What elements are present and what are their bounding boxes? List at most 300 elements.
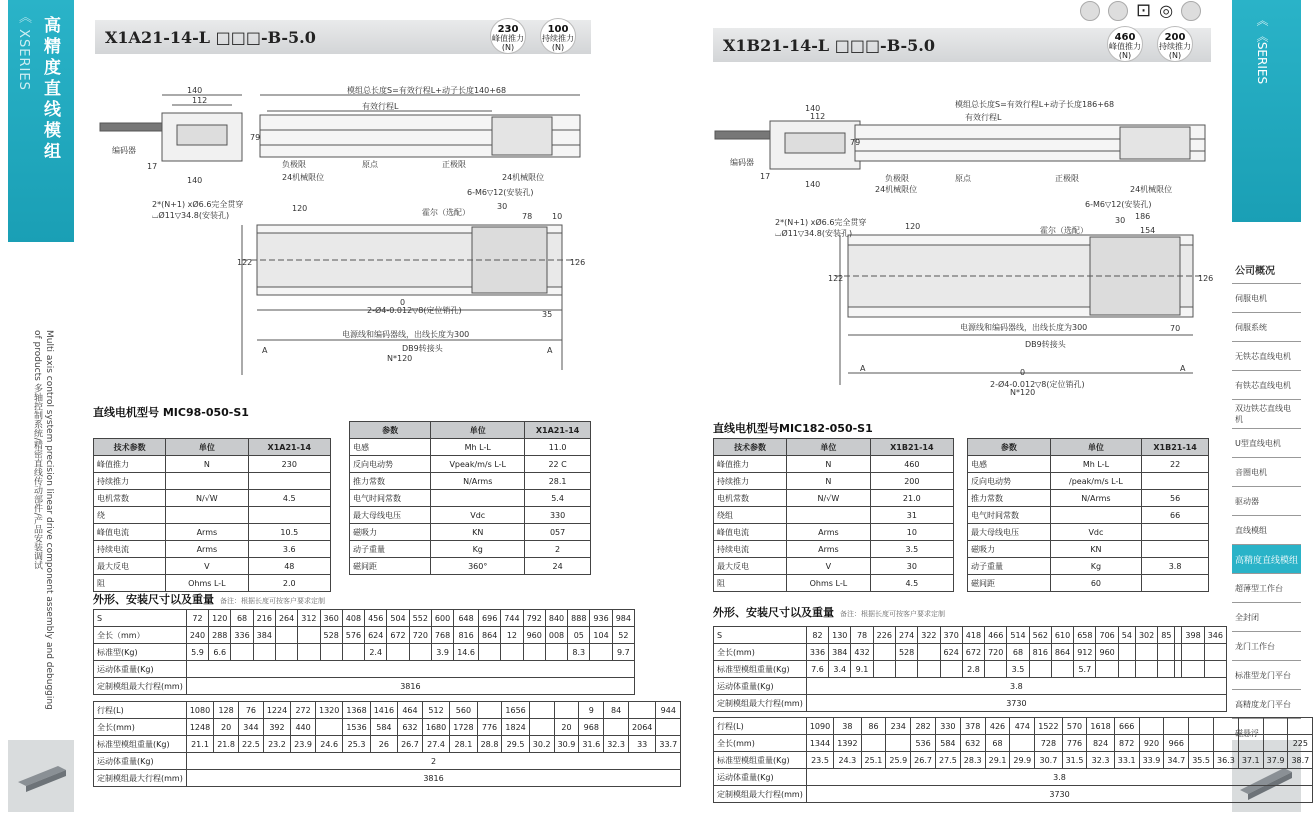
table-cell [298, 644, 320, 661]
table-cell: N/Arms [1050, 490, 1141, 507]
dim-35: 35 [542, 310, 553, 319]
badge-label: 持续推力(N) [1159, 42, 1191, 60]
nav-item[interactable]: 有铁芯直线电机 [1232, 371, 1301, 400]
table-cell: 816 [1029, 644, 1051, 661]
gear-icon [1181, 1, 1201, 21]
mount-hole-label: 6-M6▽12(安装孔) [1085, 200, 1152, 209]
table-cell: 9.7 [612, 644, 634, 661]
table-cell: 392 [263, 719, 290, 736]
table-cell: 2064 [629, 719, 656, 736]
table-cell [275, 644, 297, 661]
table-cell: 52 [612, 627, 634, 644]
table-cell: 960 [1096, 644, 1118, 661]
table-cell: 536 [911, 735, 936, 752]
right-spec-table-a [713, 438, 954, 592]
dim-79: 79 [850, 138, 861, 147]
nav-item[interactable]: 磁悬浮 [1232, 719, 1301, 748]
table-cell [1263, 735, 1288, 752]
table-cell [1139, 718, 1164, 735]
table-cell: 057 [525, 524, 591, 541]
mech-limit-label-2: 24机械限位 [502, 173, 545, 182]
table-cell [656, 719, 681, 736]
table-row-label: 全长(mm) [714, 735, 807, 752]
table-cell [1050, 507, 1141, 524]
table-cell: 33.7 [656, 736, 681, 753]
sidebar-vertical-text: Multi axis control system precision linear drive component assembly and debugging of products 多轴控制系统/精密直线传动部件/产品安装调试 [32, 330, 54, 710]
table-cell: 984 [612, 610, 634, 627]
table-cell: 3.8 [806, 769, 1312, 786]
table-cell: 768 [431, 627, 453, 644]
neg-limit-label: 负极限 [885, 174, 909, 183]
series-label-right: 《 《SERIES [1255, 14, 1269, 85]
table-cell: 1416 [370, 702, 397, 719]
table-cell [166, 507, 248, 524]
table-cell [545, 644, 567, 661]
left-dim-table-2 [93, 701, 681, 787]
nav-item[interactable]: 公司概况 [1232, 255, 1301, 284]
table-row-label: 全长（mm） [94, 627, 187, 644]
table-cell: 3.9 [431, 644, 453, 661]
table-cell: 31.5 [1062, 752, 1087, 769]
table-cell: 11.0 [525, 439, 591, 456]
table-cell: 30.9 [554, 736, 579, 753]
table-cell [1204, 661, 1226, 678]
table-row [94, 558, 331, 575]
nav-item[interactable]: 高精度龙门平台 [1232, 690, 1301, 719]
table-cell [873, 661, 895, 678]
table-cell: 776 [1062, 735, 1087, 752]
nav-item[interactable]: 无铁芯直线电机 [1232, 342, 1301, 371]
table-cell: 456 [365, 610, 387, 627]
table-cell: 1522 [1035, 718, 1062, 735]
badge-value: 100 [547, 24, 569, 35]
table-cell: 27.5 [935, 752, 960, 769]
table-cell: 推力常数 [350, 473, 431, 490]
left-peak-force-badge [490, 18, 526, 54]
table-cell: 234 [886, 718, 911, 735]
table-cell: 22.5 [239, 736, 264, 753]
table-cell [253, 644, 275, 661]
table-cell [1175, 644, 1182, 661]
table-cell: 514 [1007, 627, 1029, 644]
table-cell: 31 [870, 507, 953, 524]
table-cell: 322 [918, 627, 940, 644]
dim-154: 154 [1140, 226, 1156, 235]
logo-icon [1080, 1, 1100, 21]
table-cell: 76 [239, 702, 264, 719]
table-cell: 5.9 [186, 644, 208, 661]
table-cell [940, 661, 962, 678]
table-cell: 600 [431, 610, 453, 627]
stroke-label: 有效行程L [965, 113, 1002, 122]
left-spec-table-a [93, 438, 331, 592]
table-row-label: 全长(mm) [94, 719, 187, 736]
table-cell [166, 473, 248, 490]
nav-item[interactable]: 伺服系统 [1232, 313, 1301, 342]
table-cell: 576 [342, 627, 364, 644]
table-cell: Arms [787, 541, 871, 558]
table-cell: 38 [834, 718, 861, 735]
table-cell [1029, 661, 1051, 678]
table-cell: Vdc [431, 507, 525, 524]
table-row [714, 678, 1227, 695]
dim-78: 78 [522, 212, 533, 221]
left-model-title: X1A21-14-L □□□-B-5.0 [105, 27, 316, 47]
table-cell: 68 [231, 610, 253, 627]
right-peak-force-badge [1107, 26, 1143, 62]
table-header: 单位 [1050, 439, 1141, 456]
table-cell: Kg [431, 541, 525, 558]
table-cell: 反向电动势 [350, 456, 431, 473]
dim-title-text: 外形、安装尺寸以及重量 [93, 593, 214, 606]
table-cell: 968 [579, 719, 604, 736]
table-cell: 30.2 [529, 736, 554, 753]
table-row [94, 490, 331, 507]
nav-item[interactable]: 龙门工作台 [1232, 632, 1301, 661]
table-cell: 226 [873, 627, 895, 644]
counterbore-label: ⌴Ø11▽34.8(安装孔) [152, 211, 230, 220]
table-cell: 35.5 [1189, 752, 1214, 769]
header-icons [1080, 0, 1201, 21]
badge-label: 峰值推力(N) [1109, 42, 1141, 60]
table-cell: 200 [870, 473, 953, 490]
hall-label: 霍尔（选配） [1040, 226, 1088, 235]
table-cell: 85 [1158, 627, 1175, 644]
table-row-label: 运动体重量(Kg) [714, 678, 807, 695]
table-cell: 1728 [450, 719, 477, 736]
table-cell: 38.7 [1288, 752, 1313, 769]
counterbore-label: ⌴Ø11▽34.8(安装孔) [775, 229, 853, 238]
table-cell: 632 [960, 735, 985, 752]
table-cell: 432 [851, 644, 873, 661]
table-cell: 3730 [806, 695, 1226, 712]
table-cell: 12 [501, 627, 523, 644]
table-row [968, 541, 1209, 558]
pin-hole-label: 2-Ø4-0.012▽8(定位销孔) [367, 306, 462, 315]
table-cell: 336 [231, 627, 253, 644]
table-cell: 864 [1051, 644, 1073, 661]
table-cell: 816 [454, 627, 479, 644]
encoder-label: 编码器 [730, 158, 754, 167]
table-row [714, 661, 1227, 678]
table-cell: 30.7 [1035, 752, 1062, 769]
table-cell: 1344 [806, 735, 833, 752]
nav-item[interactable]: 全封闭 [1232, 603, 1301, 632]
table-cell: 872 [1114, 735, 1139, 752]
table-cell: 370 [940, 627, 962, 644]
table-cell: 1824 [502, 719, 529, 736]
table-cell: 824 [1087, 735, 1114, 752]
table-cell: 696 [479, 610, 501, 627]
table-cell: KN [431, 524, 525, 541]
table-cell: 阻 [94, 575, 166, 592]
nav-item[interactable]: 超薄型工作台 [1232, 574, 1301, 603]
table-cell: 512 [422, 702, 449, 719]
table-row [968, 473, 1209, 490]
table-cell: 888 [568, 610, 590, 627]
table-row [968, 524, 1209, 541]
nav-item[interactable]: 驱动器 [1232, 487, 1301, 516]
table-row [714, 769, 1313, 786]
table-cell: 推力常数 [968, 490, 1051, 507]
dim-120: 120 [905, 222, 921, 231]
table-cell: 440 [291, 719, 316, 736]
table-cell: 37.1 [1238, 752, 1263, 769]
table-row [968, 490, 1209, 507]
table-row [350, 490, 591, 507]
table-cell: 2 [525, 541, 591, 558]
dim-note: 备注：根据长度可按客户要求定制 [220, 597, 325, 605]
table-cell: 3.4 [829, 661, 851, 678]
table-cell [315, 719, 342, 736]
table-cell: Arms [166, 524, 248, 541]
table-header: 单位 [431, 422, 525, 439]
hall-label: 霍尔（选配） [422, 208, 470, 217]
table-cell [1182, 644, 1204, 661]
table-cell: 磁吸力 [968, 541, 1051, 558]
table-cell: 34.7 [1164, 752, 1189, 769]
dim-0: 0 [1020, 368, 1026, 377]
left-cont-force-badge [540, 18, 576, 54]
pitch-label: N*120 [387, 354, 413, 363]
table-cell: 27.4 [422, 736, 449, 753]
table-cell: 610 [1051, 627, 1073, 644]
table-row-label: 行程(L) [714, 718, 807, 735]
table-row [94, 456, 331, 473]
table-cell: 344 [239, 719, 264, 736]
dim-79: 79 [250, 133, 261, 142]
table-row [94, 678, 635, 695]
table-cell: 动子重量 [968, 558, 1051, 575]
table-cell: 最大反电 [714, 558, 787, 575]
left-sidebar-banner [8, 0, 74, 242]
right-dim-title [713, 604, 945, 620]
table-cell: Mh L-L [1050, 456, 1141, 473]
table-cell: N/Arms [431, 473, 525, 490]
table-row [714, 456, 954, 473]
table-cell: 28.1 [450, 736, 477, 753]
table-cell: 20 [214, 719, 239, 736]
table-cell: 552 [409, 610, 431, 627]
table-cell: 840 [545, 610, 567, 627]
table-cell: 1320 [315, 702, 342, 719]
table-header: 单位 [787, 439, 871, 456]
nav-item[interactable]: 高精度直线模组 [1232, 545, 1301, 574]
table-cell: 电气时间常数 [350, 490, 431, 507]
table-cell: 30 [870, 558, 953, 575]
table-header: 技术参数 [714, 439, 787, 456]
table-cell: 绕组 [714, 507, 787, 524]
table-cell: 最大反电 [94, 558, 166, 575]
table-cell: 418 [962, 627, 984, 644]
table-cell: 560 [450, 702, 477, 719]
table-row [350, 524, 591, 541]
table-cell [523, 644, 545, 661]
table-cell: 504 [387, 610, 409, 627]
table-row [350, 439, 591, 456]
table-cell: 反向电动势 [968, 473, 1051, 490]
table-row [968, 558, 1209, 575]
table-cell: 912 [1074, 644, 1096, 661]
table-cell: 54 [1118, 627, 1135, 644]
table-cell: 86 [861, 718, 886, 735]
table-cell: 008 [545, 627, 567, 644]
table-cell [1118, 644, 1135, 661]
table-cell: 408 [342, 610, 364, 627]
table-cell: 3.8 [806, 678, 1226, 695]
table-cell [1142, 473, 1209, 490]
table-cell: 720 [409, 627, 431, 644]
table-cell: 22 C [525, 456, 591, 473]
table-cell [590, 644, 612, 661]
table-cell: Ohms L-L [166, 575, 248, 592]
table-cell: 360° [431, 558, 525, 575]
table-cell: 274 [895, 627, 917, 644]
table-cell: 584 [370, 719, 397, 736]
table-header: 技术参数 [94, 439, 166, 456]
table-cell: 936 [590, 610, 612, 627]
table-cell: 32.3 [604, 736, 629, 753]
badge-label: 持续推力(N) [542, 34, 574, 52]
dim-140b: 140 [187, 176, 203, 185]
table-cell: 624 [365, 627, 387, 644]
table-cell: Vpeak/m/s L-L [431, 456, 525, 473]
dim-17: 17 [147, 162, 158, 171]
table-row [714, 627, 1227, 644]
nav-item[interactable]: 双边铁芯直线电机 [1232, 400, 1301, 429]
table-row [94, 627, 635, 644]
right-cont-force-badge [1157, 26, 1193, 62]
table-cell [1142, 575, 1209, 592]
left-spec-table-b [349, 421, 591, 575]
total-length-label: 模组总长度S=有效行程L+动子长度186+68 [955, 100, 1115, 109]
right-model-title: X1B21-14-L □□□-B-5.0 [723, 35, 935, 55]
table-row [968, 456, 1209, 473]
table-cell [1238, 718, 1263, 735]
table-cell: 9.1 [851, 661, 873, 678]
table-cell [918, 644, 940, 661]
table-cell: 1090 [806, 718, 833, 735]
table-cell: 25.3 [343, 736, 370, 753]
table-cell: 3816 [186, 678, 634, 695]
table-cell: 466 [985, 627, 1007, 644]
table-row-label: 标准型模组重量(Kg) [94, 736, 187, 753]
table-cell: 302 [1135, 627, 1157, 644]
stroke-label: 有效行程L [362, 102, 399, 111]
table-cell [1118, 661, 1135, 678]
nav-item[interactable]: 音圈电机 [1232, 458, 1301, 487]
table-cell: 562 [1029, 627, 1051, 644]
table-cell: 474 [1010, 718, 1035, 735]
table-row [350, 558, 591, 575]
table-cell [1189, 735, 1214, 752]
nav-item[interactable]: 伺服电机 [1232, 284, 1301, 313]
table-cell [479, 644, 501, 661]
table-cell [604, 719, 629, 736]
table-cell [409, 644, 431, 661]
table-cell [298, 627, 320, 644]
table-row-label: 行程(L) [94, 702, 187, 719]
table-cell: 632 [398, 719, 423, 736]
dim-120: 120 [292, 204, 308, 213]
table-cell [1135, 661, 1157, 678]
table-cell [1051, 661, 1073, 678]
table-cell: 5.7 [1074, 661, 1096, 678]
table-cell [529, 719, 554, 736]
table-cell: 1080 [186, 702, 213, 719]
badge-value: 200 [1164, 32, 1186, 43]
table-row-label: 定制模组最大行程(mm) [94, 770, 187, 787]
encoder-label: 编码器 [112, 146, 136, 155]
table-row-label: 运动体重量(Kg) [714, 769, 807, 786]
table-row-label: 定制模组最大行程(mm) [714, 786, 807, 803]
nav-item[interactable]: 标准型龙门平台 [1232, 661, 1301, 690]
table-cell [477, 702, 502, 719]
table-cell: 10.5 [248, 524, 330, 541]
table-cell: 磁间距 [968, 575, 1051, 592]
table-cell: 峰值电流 [94, 524, 166, 541]
table-cell: 磁吸力 [350, 524, 431, 541]
table-cell [918, 661, 940, 678]
table-cell [554, 702, 579, 719]
table-row [714, 558, 954, 575]
table-cell: 378 [960, 718, 985, 735]
dim-30: 30 [1115, 216, 1126, 225]
table-cell: 3816 [186, 770, 680, 787]
nav-item[interactable]: U型直线电机 [1232, 429, 1301, 458]
table-row [94, 575, 331, 592]
right-spec-table-b [967, 438, 1209, 592]
table-cell: 104 [590, 627, 612, 644]
table-cell: N [787, 456, 871, 473]
table-cell: 84 [604, 702, 629, 719]
table-cell: 72 [186, 610, 208, 627]
table-cell [1204, 644, 1226, 661]
table-cell [1010, 735, 1035, 752]
table-cell [1135, 644, 1157, 661]
table-cell: 电感 [968, 456, 1051, 473]
dim-0: 0 [400, 298, 406, 307]
dim-10: 10 [552, 212, 563, 221]
table-cell [787, 507, 871, 524]
table-cell: 21.8 [214, 736, 239, 753]
table-cell: 持续电流 [94, 541, 166, 558]
nav-item[interactable]: 直线模组 [1232, 516, 1301, 545]
table-header: 参数 [968, 439, 1051, 456]
table-cell [985, 661, 1007, 678]
table-row [94, 644, 635, 661]
table-cell [1142, 541, 1209, 558]
cable-label: 电源线和编码器线，出线长度为300 [960, 323, 1088, 332]
table-cell: 36.3 [1214, 752, 1239, 769]
table-cell: 528 [320, 627, 342, 644]
dim-140b: 140 [805, 180, 821, 189]
table-cell: Ohms L-L [787, 575, 871, 592]
table-cell: 2.4 [365, 644, 387, 661]
table-row [94, 661, 635, 678]
table-cell: 426 [985, 718, 1010, 735]
table-cell: 2.8 [962, 661, 984, 678]
table-row [714, 490, 954, 507]
table-row-label: S [714, 627, 807, 644]
table-cell: 120 [209, 610, 231, 627]
cable-label: 电源线和编码器线，出线长度为300 [342, 330, 470, 339]
table-cell: 阻 [714, 575, 787, 592]
table-header: X1B21-14 [870, 439, 953, 456]
table-cell: 33 [629, 736, 656, 753]
mech-limit-label: 24机械限位 [875, 185, 918, 194]
table-cell: 25.1 [861, 752, 886, 769]
